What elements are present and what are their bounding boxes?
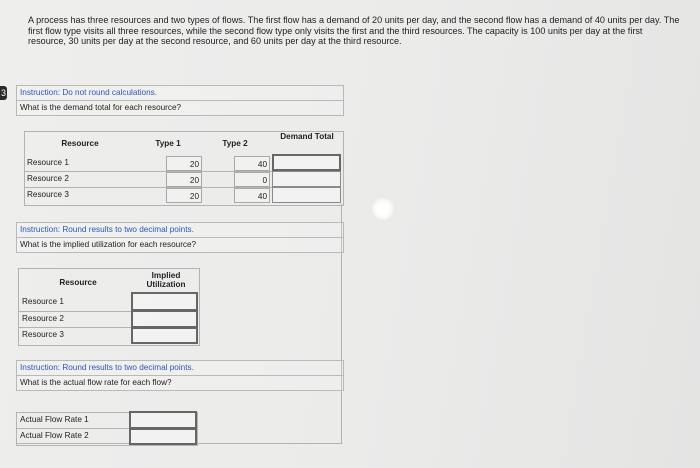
utilization-row-label: Resource 3 <box>22 330 64 339</box>
demand-question-box <box>16 85 344 116</box>
implied-utilization-input[interactable] <box>131 327 198 344</box>
utilization-row-label: Resource 2 <box>22 314 64 323</box>
demand-question: What is the demand total for each resource? <box>20 103 182 112</box>
demand-total-input[interactable] <box>272 171 341 187</box>
actual-flow-rate-input[interactable] <box>129 411 197 429</box>
type2-value-cell: 40 <box>234 156 270 171</box>
demand-row-label: Resource 1 <box>27 158 69 167</box>
implied-utilization-input[interactable] <box>131 310 198 328</box>
type2-value-cell: 40 <box>234 188 270 203</box>
actual-flow-rate-input[interactable] <box>129 428 197 445</box>
type1-value-cell: 20 <box>166 172 202 187</box>
type2-value-cell: 0 <box>234 172 270 187</box>
utilization-header-implied-utilization: Implied Utilization <box>146 271 186 289</box>
utilization-instruction: Instruction: Round results to two decimal points. <box>17 223 343 238</box>
problem-text: A process has three resources and two types of flows. The first flow has a demand of 20 units per day, and the second flow has a demand of 40 units per day. The first flow type visits all three resources, while the second flow type only visits the first and the third resources. The capacity is 100 units per day at the first resource, 30 units per day at the second resource, and 60 units per day at the third resource. <box>28 15 680 47</box>
demand-header-type2: Type 2 <box>222 139 248 148</box>
demand-total-input[interactable] <box>272 187 341 203</box>
demand-row-label: Resource 3 <box>27 190 69 199</box>
demand-row-label: Resource 2 <box>27 174 69 183</box>
utilization-question: What is the implied utilization for each resource? <box>20 240 197 249</box>
flow-row-label: Actual Flow Rate 2 <box>20 431 89 440</box>
utilization-row-label: Resource 1 <box>22 297 64 306</box>
flow-instruction: Instruction: Round results to two decimal points. <box>17 361 343 376</box>
flow-question-box <box>16 360 344 391</box>
utilization-header-resource: Resource <box>59 278 97 287</box>
flow-row-label: Actual Flow Rate 1 <box>20 415 89 424</box>
edge-tab: 3 <box>0 88 6 98</box>
demand-header-type1: Type 1 <box>155 139 181 148</box>
demand-header-resource: Resource <box>61 139 99 148</box>
type1-value-cell: 20 <box>166 188 202 203</box>
screen-glare <box>372 198 394 220</box>
utilization-question-box <box>16 222 344 253</box>
flow-question: What is the actual flow rate for each flow? <box>20 378 172 387</box>
type1-value-cell: 20 <box>166 156 202 171</box>
demand-instruction: Instruction: Do not round calculations. <box>17 86 343 101</box>
demand-header-demand-total: Demand Total <box>280 132 334 141</box>
implied-utilization-input[interactable] <box>131 292 198 311</box>
demand-total-input[interactable] <box>272 154 341 171</box>
